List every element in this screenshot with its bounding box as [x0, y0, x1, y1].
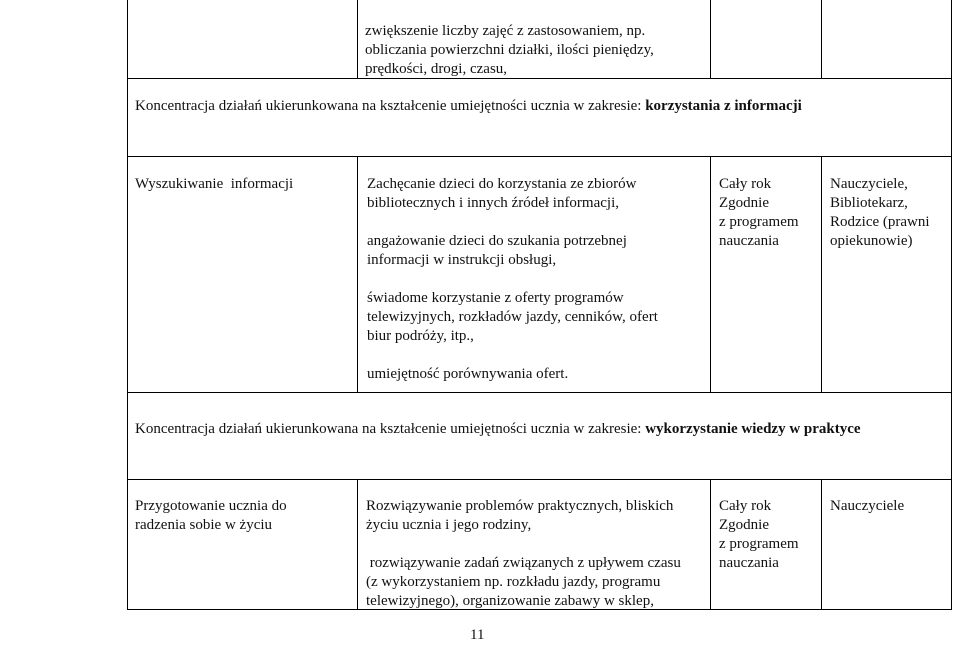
column-divider [821, 0, 822, 78]
column-divider [710, 0, 711, 78]
section-heading-prefix: Koncentracja działań ukierunkowana na kształcenie umiejętności ucznia w zakresie: [135, 98, 646, 114]
text-line: z programem [719, 536, 799, 552]
text-line: Cały rok [719, 176, 772, 192]
text-line: zwiększenie liczby zajęć z zastosowaniem, np. [365, 23, 646, 39]
column-divider [710, 156, 711, 393]
text-line: opiekunowie) [830, 233, 913, 249]
column-divider [821, 479, 822, 610]
text-line: Zachęcanie dzieci do korzystania ze zbiorów [367, 176, 637, 192]
page-number: 11 [470, 627, 485, 643]
text-line: Przygotowanie ucznia do [135, 498, 287, 514]
column-divider [710, 479, 711, 610]
text-line: telewizyjnych, rozkładów jazdy, cenników, ofert [367, 309, 658, 325]
timing-cell [719, 497, 799, 573]
text-line: obliczania powierzchni działki, ilości pieniędzy, [365, 42, 654, 58]
text-line: świadome korzystanie z oferty programów [367, 290, 624, 306]
section-heading [135, 97, 802, 116]
column-divider [821, 156, 822, 393]
text-line: radzenia sobie w życiu [135, 517, 273, 533]
text-line: Cały rok [719, 498, 772, 514]
row-divider [127, 392, 952, 393]
area-cell [135, 497, 287, 535]
text-line: umiejętność porównywania ofert. [367, 366, 569, 382]
table-border-left [127, 0, 128, 610]
area-cell: Wyszukiwanie informacji [135, 176, 294, 192]
text-line: biur podróży, itp., [367, 328, 474, 344]
text-line: (z wykorzystaniem np. rozkładu jazdy, programu [366, 574, 661, 590]
text-line: bibliotecznych i innych źródeł informacji, [367, 195, 619, 211]
section-heading-topic: korzystania z informacji [645, 98, 802, 114]
row-divider [127, 156, 952, 157]
timing-cell [719, 175, 799, 251]
text-line: Rozwiązywanie problemów praktycznych, bliskich [366, 498, 674, 514]
text-line: informacji w instrukcji obsługi, [367, 252, 557, 268]
column-divider [357, 156, 358, 393]
text-line: rozwiązywanie zadań związanych z upływem czasu [366, 555, 681, 571]
text-line: Zgodnie [719, 517, 769, 533]
text-line: Nauczyciele, [830, 176, 908, 192]
text-line: z programem [719, 214, 799, 230]
responsible-cell [830, 175, 930, 251]
row-divider [127, 479, 952, 480]
text-line: angażowanie dzieci do szukania potrzebnej [367, 233, 627, 249]
section-heading-topic: wykorzystanie wiedzy w praktyce [645, 421, 861, 437]
text-line: telewizyjnego), organizowanie zabawy w sklep, [366, 593, 654, 609]
text-line: Rodzice (prawni [830, 214, 930, 230]
text-line: Nauczyciele [830, 498, 905, 514]
column-divider [357, 479, 358, 610]
text-line: życiu ucznia i jego rodziny, [366, 517, 532, 533]
section-heading-prefix: Koncentracja działań ukierunkowana na kształcenie umiejętności ucznia w zakresie: [135, 421, 646, 437]
activities-cell [366, 497, 681, 611]
text-line: Zgodnie [719, 195, 769, 211]
table-border-right [951, 0, 952, 610]
text-line: nauczania [719, 555, 779, 571]
activities-cell [367, 175, 658, 384]
responsible-cell [830, 497, 904, 516]
text-line: prędkości, drogi, czasu, [365, 61, 508, 77]
top-row-activities [365, 22, 654, 79]
text-line: nauczania [719, 233, 779, 249]
text-line: Bibliotekarz, [830, 195, 908, 211]
section-heading [135, 420, 861, 439]
column-divider [357, 0, 358, 78]
